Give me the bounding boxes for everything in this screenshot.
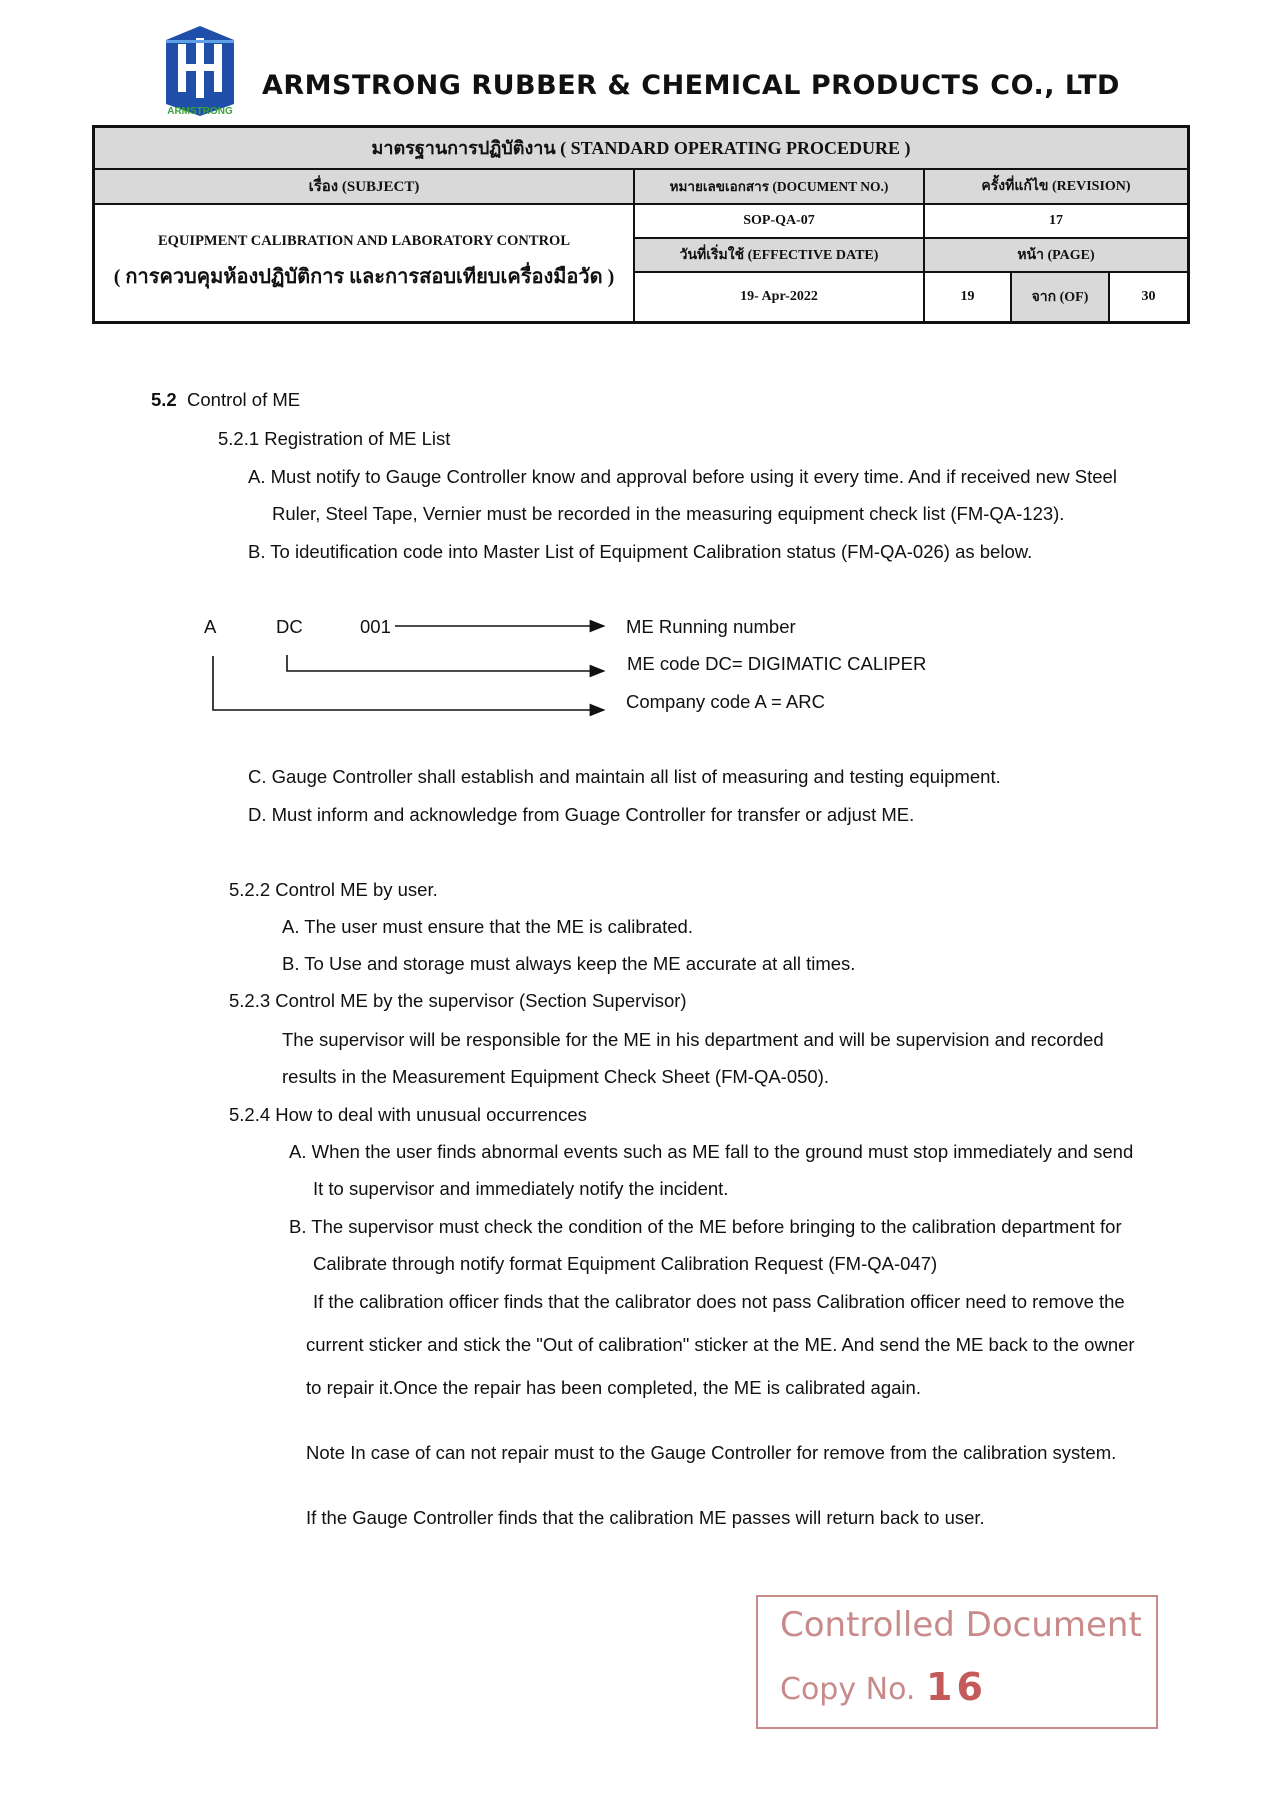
section-5-2-title: Control of ME: [187, 389, 301, 410]
item-5-2-1-a-line2: Ruler, Steel Tape, Vernier must be recorded in the measuring equipment check list (FM-QA-123).: [272, 503, 1065, 524]
code-diagram-arrows: [0, 0, 1273, 800]
para-5-2-4-last: If the Gauge Controller finds that the calibration ME passes will return back to user.: [306, 1507, 985, 1528]
docno-label: หมายเลขเอกสาร (DOCUMENT NO.): [634, 169, 924, 204]
item-5-2-1-d: D. Must inform and acknowledge from Guage Controller for transfer or adjust ME.: [248, 804, 915, 825]
page-value: 19: [960, 288, 975, 304]
code-part-running: 001: [360, 616, 391, 637]
code-part-company: A: [204, 616, 217, 637]
para-5-2-3-line1: The supervisor will be responsible for the ME in his department and will be supervision and recorded: [282, 1029, 1104, 1050]
section-5-2-3-heading: 5.2.3 Control ME by the supervisor (Section Supervisor): [229, 990, 687, 1011]
docno-value: SOP-QA-07: [634, 204, 924, 238]
item-5-2-2-b: B. To Use and storage must always keep the ME accurate at all times.: [282, 953, 856, 974]
logo-label: ARMSTRONG: [167, 106, 233, 117]
revision-value: 17: [924, 204, 1189, 238]
section-5-2-number: 5.2: [151, 389, 177, 410]
label-company-code: Company code A = ARC: [626, 691, 825, 712]
code-part-me: DC: [276, 616, 303, 637]
item-5-2-4-b-line1: B. The supervisor must check the condition of the ME before bringing to the calibration department for: [289, 1216, 1122, 1237]
section-5-2-1-heading: 5.2.1 Registration of ME List: [218, 428, 451, 449]
subject-th: ( การควบคุมห้องปฏิบัติการ และการสอบเทียบเครื่องมือวัด ): [113, 266, 615, 288]
page-label: หน้า (PAGE): [924, 238, 1189, 272]
subject-label: เรื่อง (SUBJECT): [94, 169, 635, 204]
para-5-2-3-line2: results in the Measurement Equipment Check Sheet (FM-QA-050).: [282, 1066, 830, 1087]
sop-title: มาตรฐานการปฏิบัติงาน ( STANDARD OPERATING PROCEDURE ): [94, 127, 1189, 169]
stamp-copy-label: Copy No.: [780, 1672, 916, 1707]
effective-value: 19- Apr-2022: [634, 272, 924, 323]
para-5-2-4-line2: current sticker and stick the "Out of calibration" sticker at the ME. And send the ME back to the owner: [306, 1334, 1135, 1355]
stamp-title: Controlled Document: [780, 1605, 1142, 1645]
para-5-2-4-line3: to repair it.Once the repair has been completed, the ME is calibrated again.: [306, 1377, 921, 1398]
of-label: จาก (OF): [1011, 273, 1109, 321]
item-5-2-1-b: B. To ideutification code into Master List of Equipment Calibration status (FM-QA-026) as below.: [248, 541, 1033, 562]
subject-en: EQUIPMENT CALIBRATION AND LABORATORY CONTROL: [158, 233, 570, 249]
effective-label: วันที่เริ่มใช้ (EFFECTIVE DATE): [634, 238, 924, 272]
item-5-2-4-a-line1: A. When the user finds abnormal events such as ME fall to the ground must stop immediately and send: [289, 1141, 1134, 1162]
label-running-number: ME Running number: [626, 616, 796, 637]
para-5-2-4-line1: If the calibration officer finds that the calibrator does not pass Calibration officer need to remove the: [313, 1291, 1125, 1312]
section-5-2-2-heading: 5.2.2 Control ME by user.: [229, 879, 438, 900]
item-5-2-1-a-line1: A. Must notify to Gauge Controller know and approval before using it every time. And if received new Steel: [248, 466, 1117, 487]
label-me-code: ME code DC= DIGIMATIC CALIPER: [627, 653, 927, 674]
section-5-2-4-heading: 5.2.4 How to deal with unusual occurrences: [229, 1104, 587, 1125]
stamp-copy-number: 16: [926, 1665, 987, 1709]
item-5-2-4-b-line2: Calibrate through notify format Equipment Calibration Request (FM-QA-047): [313, 1253, 938, 1274]
note-5-2-4: Note In case of can not repair must to the Gauge Controller for remove from the calibration system.: [306, 1442, 1117, 1463]
item-5-2-1-c: C. Gauge Controller shall establish and maintain all list of measuring and testing equipment.: [248, 766, 1001, 787]
total-pages: 30: [1141, 288, 1156, 304]
revision-label: ครั้งที่แก้ไข (REVISION): [924, 169, 1189, 204]
company-name: ARMSTRONG RUBBER & CHEMICAL PRODUCTS CO., LTD: [262, 70, 1120, 101]
item-5-2-2-a: A. The user must ensure that the ME is calibrated.: [282, 916, 693, 937]
item-5-2-4-a-line2: It to supervisor and immediately notify the incident.: [313, 1178, 729, 1199]
